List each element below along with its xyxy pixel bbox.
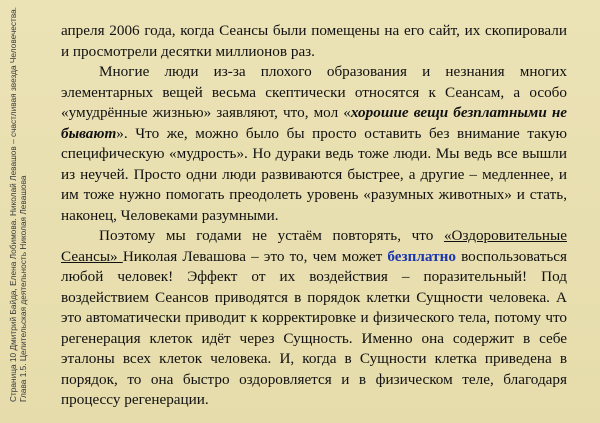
document-body <box>61 21 567 411</box>
paragraph-2-text-b: ». Что же, можно было бы просто оставить без внимание такую специфическую «мудрость». Но дураки ведь тоже люди. Мы ведь все вышли из неучей. Просто одни люди развиваются быстрее, а другие – медленнее, и им тоже нужно помогать преодолеть уровень «разумных животных» и стать, наконец, Человеками разумными. <box>61 124 567 224</box>
paragraph-3-text-b: Николая Левашова – это то, чем может <box>122 247 388 265</box>
paragraph-1 <box>61 21 567 62</box>
page-sidebar <box>0 0 44 423</box>
sidebar-header-line-2: Глава 1.5. Целительская деятельность Николая Левашова <box>18 175 28 402</box>
paragraph-2-quote: хорошие вещи безплатными не бывают <box>61 104 568 142</box>
sessions-link[interactable]: «Оздоровительные Сеансы» <box>61 227 567 265</box>
paragraph-1-text: апреля 2006 года, когда Сеансы были помещены на его сайт, их скопировали и просмотрели десятки миллионов раз. <box>61 22 567 60</box>
paragraph-3-text-c: воспользоваться любой человек! Эффект от их воздействия – поразительный! Под воздействием Сеансов приводятся в порядок клетки Сущности человека. А это автоматически приводит к корректировке и физического тела, потому что регенерация клеток идёт через Сущность. Именно она содержит в себе эталоны всех клеток человека. И, когда в Сущности клетка приведена в порядок, то она быстро оздоровляется и в физическом теле, благодаря процессу регенерации. <box>61 247 567 408</box>
free-highlight: безплатно <box>387 247 456 265</box>
paragraph-3-text-a: Поэтому мы годами не устаём повторять, что <box>99 227 444 244</box>
paragraph-2-text-a: Многие люди из-за плохого образования и незнания многих элементарных вещей весьма скептически относятся к Сеансам, а особо «умудрённые жизнью» заявляют, что, мол « <box>61 63 567 121</box>
paragraph-2 <box>61 62 567 226</box>
sidebar-header-line-1: Страница 10 Дмитрий Байда, Елена Лобимова. Николай Левашов – счастливая звезда Человечества. <box>8 6 18 402</box>
paragraph-3 <box>61 226 567 411</box>
